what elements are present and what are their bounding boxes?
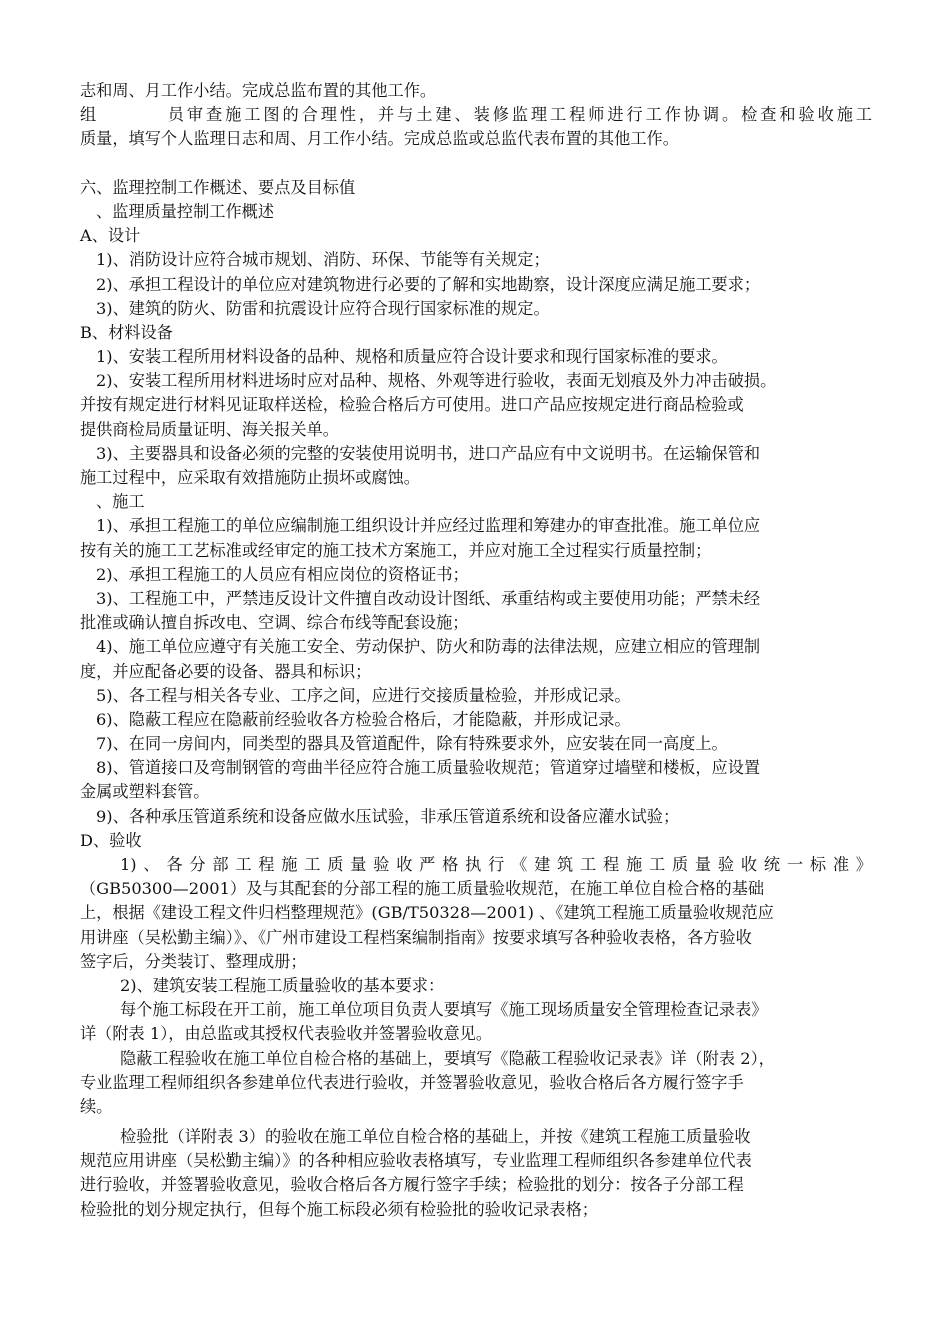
list-item: 2)、建筑安装工程施工质量验收的基本要求：: [120, 975, 445, 995]
text-line: 志和周、月工作小结。完成总监布置的其他工作。: [80, 81, 437, 100]
subsection-heading: D、验收: [80, 830, 142, 850]
text-line: [80, 103, 872, 127]
list-item: 1)、安装工程所用材料设备的品种、规格和质量应符合设计要求和现行国家标准的要求。: [96, 347, 728, 367]
text-line: 详（附表 1），由总监或其授权代表验收并签署验收意见。: [80, 1024, 493, 1044]
list-item: 9)、各种承压管道系统和设备应做水压试验，非承压管道系统和设备应灌水试验；: [96, 806, 680, 826]
paragraph-start: 每个施工标段在开工前，施工单位项目负责人要填写《施工现场质量安全管理检查记录表》: [120, 1000, 768, 1020]
spacer: [80, 152, 872, 176]
subsection-heading: A、设计: [80, 226, 141, 246]
paragraph-start: 检验批（详附表 3）的验收在施工单位自检合格的基础上，并按《建筑工程施工质量验收: [120, 1127, 751, 1147]
list-item: 3)、建筑的防火、防雷和抗震设计应符合现行国家标准的规定。: [96, 298, 550, 318]
text-line: 检验批的划分规定执行，但每个施工标段必须有检验批的验收记录表格；: [80, 1199, 598, 1219]
text-line: 按有关的施工工艺标准或经审定的施工技术方案施工，并应对施工全过程实行质量控制；: [80, 540, 712, 560]
text-line: 金属或塑料套管。: [80, 782, 210, 802]
list-item: 8)、管道接口及弯制钢管的弯曲半径应符合施工质量验收规范；管道穿过墙壁和楼板，应设置: [96, 758, 761, 778]
subsection-heading: 、施工: [96, 492, 145, 512]
text-line: 专业监理工程师组织各参建单位代表进行验收，并签署验收意见，验收合格后各方履行签字手: [80, 1072, 744, 1092]
subsection-heading: 、监理质量控制工作概述: [96, 201, 275, 221]
subsection-heading: B、材料设备: [80, 322, 173, 342]
list-item: 2)、承担工程施工的人员应有相应岗位的资格证书；: [96, 564, 469, 584]
list-item: 5)、各工程与相关各专业、工序之间，应进行交接质量检验，并形成记录。: [96, 685, 631, 705]
list-item: 3)、工程施工中，严禁违反设计文件擅自改动设计图纸、承重结构或主要使用功能；严禁未经: [96, 588, 761, 608]
list-item: 1)、各分部工程施工质量验收严格执行《建筑工程施工质量验收统一标准》: [120, 855, 872, 874]
list-item: 4)、施工单位应遵守有关施工安全、劳动保护、防火和防毒的法律法规，应建立相应的管理制: [96, 637, 761, 657]
text-line: 批准或确认擅自拆改电、空调、综合布线等配套设施；: [80, 613, 469, 633]
paragraph-start: 隐蔽工程验收在施工单位自检合格的基础上，要填写《隐蔽工程验收记录表》详（附表 2），: [120, 1048, 775, 1068]
text-line: 上，根据《建设工程文件归档整理规范》(GB/T50328—2001) 、《建筑工程施工质量验收规范应: [80, 903, 774, 923]
text-line: 并按有规定进行材料见证取样送检，检验合格后方可使用。进口产品应按规定进行商品检验或: [80, 395, 744, 415]
list-item: 1)、承担工程施工的单位应编制施工组织设计并应经过监理和筹建办的审查批准。施工单位应: [96, 516, 761, 536]
list-item: 2)、承担工程设计的单位应对建筑物进行必要的了解和实地勘察，设计深度应满足施工要求；: [96, 274, 761, 294]
text-line: 续。: [80, 1096, 113, 1116]
list-item: 7)、在同一房间内，同类型的器具及管道配件，除有特殊要求外，应安装在同一高度上。: [96, 734, 728, 754]
text-line: （GB50300—2001）及与其配套的分部工程的施工质量验收规范，在施工单位自检合格的基础: [80, 879, 765, 899]
list-item: 6)、隐蔽工程应在隐蔽前经验收各方检验合格后，才能隐蔽，并形成记录。: [96, 709, 631, 729]
section-heading: 六、监理控制工作概述、要点及目标值: [80, 177, 356, 197]
role-duty: 审查施工图的合理性，并与土建、装修监理工程师进行工作协调。检查和验收施工: [184, 105, 872, 125]
text-line: 用讲座（吴松勤主编）》、《广州市建设工程档案编制指南》按要求填写各种验收表格，各方验收: [80, 927, 752, 947]
list-item: 1)、消防设计应符合城市规划、消防、环保、节能等有关规定；: [96, 250, 550, 270]
text-line: 质量，填写个人监理日志和周、月工作小结。完成总监或总监代表布置的其他工作。: [80, 129, 679, 149]
list-item: 3)、主要器具和设备必须的完整的安装使用说明书，进口产品应有中文说明书。在运输保管和: [96, 443, 761, 463]
list-item: 2)、安装工程所用材料进场时应对品种、规格、外观等进行验收，表面无划痕及外力冲击破损。: [96, 371, 777, 391]
text-line: 提供商检局质量证明、海关报关单。: [80, 419, 339, 439]
role-label: 组员: [80, 105, 184, 125]
text-line: 进行验收，并签署验收意见，验收合格后各方履行签字手续；检验批的划分：按各子分部工程: [80, 1175, 744, 1195]
text-line: 规范应用讲座（吴松勤主编）》的各种相应验收表格填写，专业监理工程师组织各参建单位代表: [80, 1151, 752, 1171]
text-line: 施工过程中，应采取有效措施防止损坏或腐蚀。: [80, 468, 420, 487]
text-line: 签字后，分类装订、整理成册；: [80, 951, 307, 971]
text-line: 度，并应配备必要的设备、器具和标识；: [80, 661, 372, 681]
